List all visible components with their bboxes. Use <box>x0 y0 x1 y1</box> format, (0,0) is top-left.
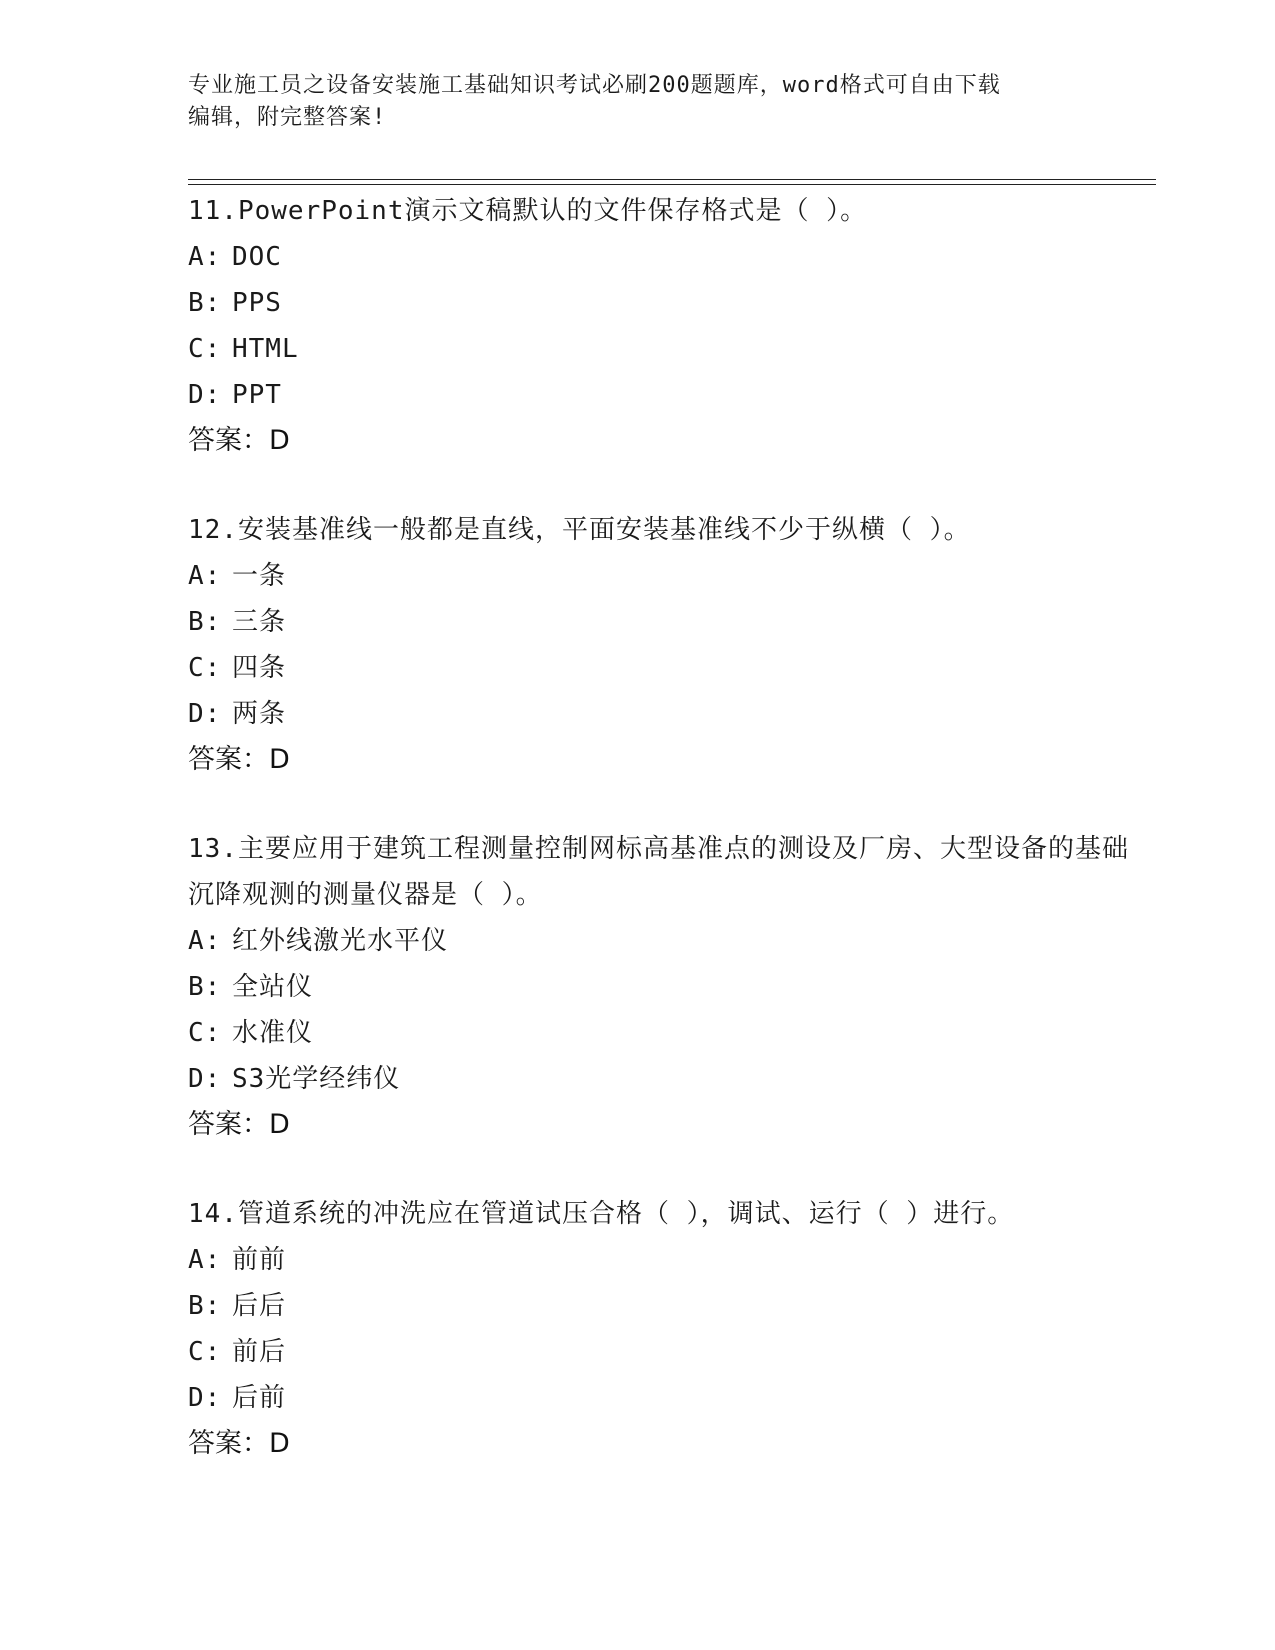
option-a <box>188 553 1148 599</box>
document-header <box>188 70 1088 134</box>
option-key: C: <box>188 1337 222 1367</box>
answer-line: 答案：D <box>188 1428 290 1459</box>
option-value: 水准仪 <box>232 1018 314 1048</box>
option-value: 一条 <box>232 561 287 591</box>
option-c <box>188 1010 1148 1056</box>
question-11 <box>188 188 1148 464</box>
option-value: 四条 <box>232 653 287 683</box>
question-text: 11.PowerPoint演示文稿默认的文件保存格式是（ ）。 <box>188 196 868 226</box>
option-key: D: <box>188 699 222 729</box>
header-divider-top <box>188 179 1156 180</box>
question-list <box>188 188 1148 1467</box>
header-line-1: 专业施工员之设备安装施工基础知识考试必刷200题题库，word格式可自由下载 <box>188 73 1001 98</box>
question-text: 14.管道系统的冲洗应在管道试压合格（ ），调试、运行（ ）进行。 <box>188 1199 1015 1229</box>
header-line-2: 编辑，附完整答案! <box>188 105 387 130</box>
option-d <box>188 691 1148 737</box>
header-divider-bottom <box>188 184 1156 185</box>
option-b <box>188 1283 1148 1329</box>
option-d <box>188 1056 1148 1102</box>
option-value: 两条 <box>232 699 287 729</box>
option-key: A: <box>188 242 222 272</box>
option-d <box>188 372 1148 418</box>
option-value: 全站仪 <box>232 972 314 1002</box>
option-d <box>188 1375 1148 1421</box>
option-value: PPT <box>232 380 282 410</box>
option-key: A: <box>188 561 222 591</box>
option-key: B: <box>188 607 222 637</box>
option-value: 后前 <box>232 1383 287 1413</box>
option-a <box>188 1237 1148 1283</box>
option-a <box>188 918 1148 964</box>
option-b <box>188 964 1148 1010</box>
option-value: S3光学经纬仪 <box>232 1064 401 1094</box>
option-key: C: <box>188 653 222 683</box>
question-12 <box>188 507 1148 783</box>
option-value: 三条 <box>232 607 287 637</box>
option-key: A: <box>188 926 222 956</box>
option-key: B: <box>188 972 222 1002</box>
option-b <box>188 599 1148 645</box>
option-key: B: <box>188 1291 222 1321</box>
option-c <box>188 326 1148 372</box>
option-key: D: <box>188 380 222 410</box>
option-value: HTML <box>232 334 299 364</box>
answer-line: 答案：D <box>188 744 290 775</box>
option-a <box>188 234 1148 280</box>
option-value: PPS <box>232 288 282 318</box>
option-key: C: <box>188 1018 222 1048</box>
option-c <box>188 1329 1148 1375</box>
option-value: 后后 <box>232 1291 287 1321</box>
option-value: DOC <box>232 242 282 272</box>
question-text: 13.主要应用于建筑工程测量控制网标高基准点的测设及厂房、大型设备的基础沉降观测的测量仪器是（ ）。 <box>188 834 1129 910</box>
option-value: 前后 <box>232 1337 287 1367</box>
question-13 <box>188 826 1148 1148</box>
option-value: 红外线激光水平仪 <box>232 926 449 956</box>
option-key: A: <box>188 1245 222 1275</box>
option-key: C: <box>188 334 222 364</box>
answer-line: 答案：D <box>188 1109 290 1140</box>
answer-line: 答案：D <box>188 425 290 456</box>
question-text: 12.安装基准线一般都是直线，平面安装基准线不少于纵横（ ）。 <box>188 515 971 545</box>
option-value: 前前 <box>232 1245 287 1275</box>
option-b <box>188 280 1148 326</box>
option-key: D: <box>188 1383 222 1413</box>
option-key: D: <box>188 1064 222 1094</box>
option-key: B: <box>188 288 222 318</box>
option-c <box>188 645 1148 691</box>
question-14 <box>188 1191 1148 1467</box>
